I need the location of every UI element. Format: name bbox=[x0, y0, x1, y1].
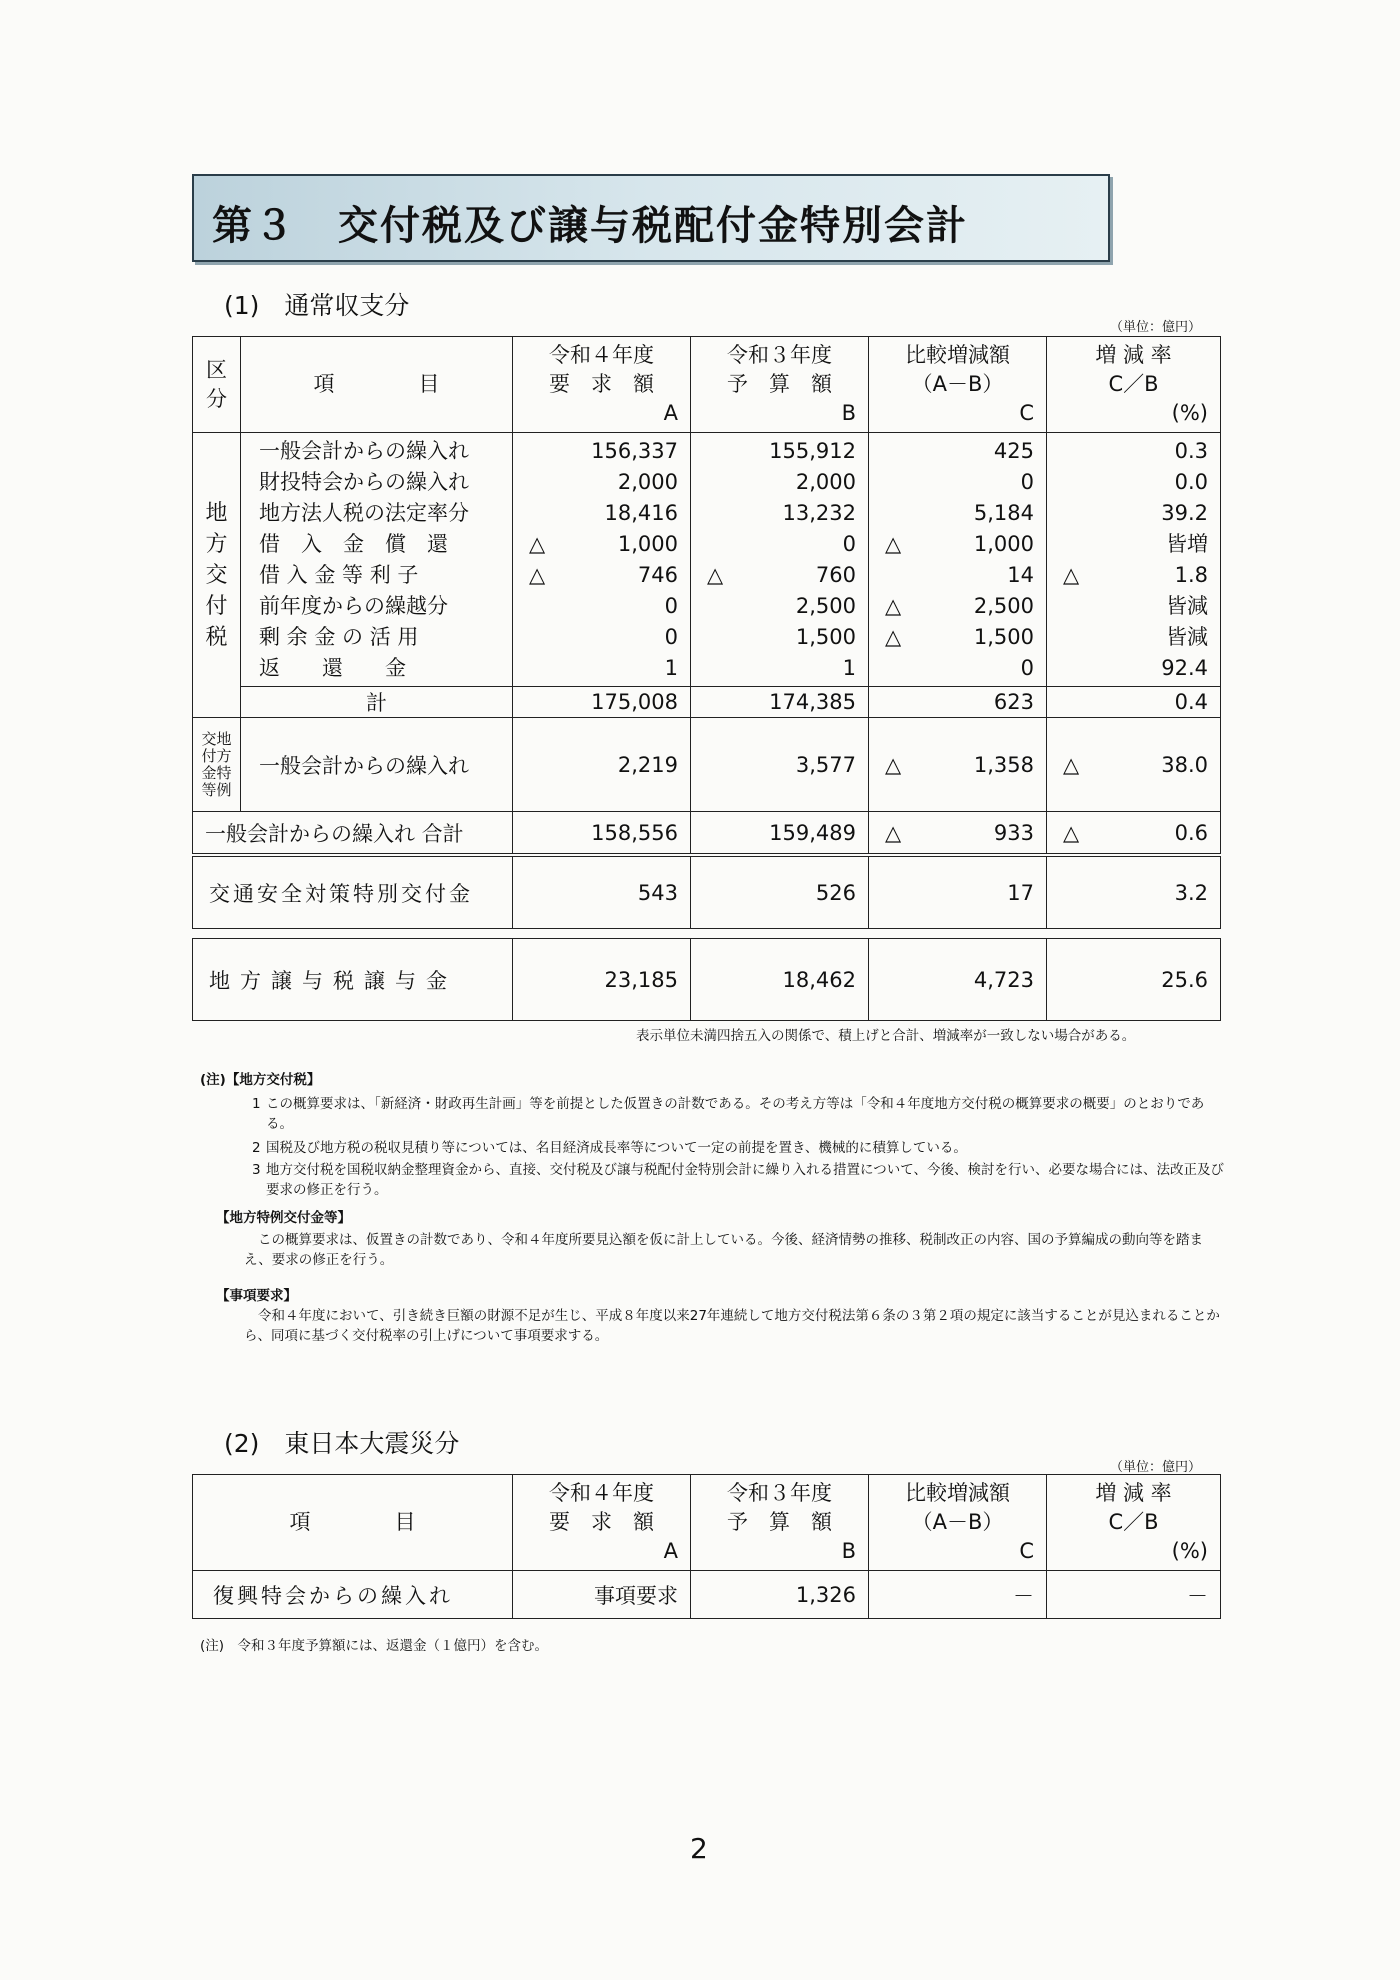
traffic-d: 3.2 bbox=[1047, 857, 1221, 929]
section2-row bbox=[193, 1571, 1221, 1619]
section1-unit: （単位：億円） bbox=[1110, 320, 1202, 335]
table-row: 剰 余 金 の 活 用 bbox=[259, 624, 419, 649]
table-row: 借 入 金 等 利 子 bbox=[259, 562, 419, 587]
traffic-a: 543 bbox=[513, 857, 691, 929]
group2-label: 交地 付方 金特 等例 bbox=[193, 718, 241, 812]
section2-d: － bbox=[1047, 1571, 1221, 1619]
section2-note: (注) 令和３年度予算額には、返還金（１億円）を含む。 bbox=[200, 1638, 549, 1654]
group1-total-row bbox=[193, 687, 1221, 718]
general-total-label: 一般会計からの繰入れ 合計 bbox=[193, 812, 513, 854]
main-table bbox=[192, 336, 1221, 854]
note-3: 地方交付税を国税収納金整理資金から、直接、交付税及び譲与税配付金特別会計に繰り入れる措置について、今後、検討を行い、必要な場合には、法改正及び要求の修正を行う。 bbox=[266, 1162, 1224, 1198]
section2-header-col-c: 比較増減額 （A－B） C bbox=[869, 1475, 1047, 1571]
section2-unit: （単位：億円） bbox=[1110, 1460, 1202, 1475]
transfer-b: 18,462 bbox=[691, 939, 869, 1021]
group2-c: △ 1,358 bbox=[869, 718, 1047, 812]
section1-heading: (1) 通常収支分 bbox=[224, 291, 410, 320]
section2-header-row bbox=[193, 1475, 1221, 1571]
section2-header-col-a: 令和４年度 要 求 額 A bbox=[513, 1475, 691, 1571]
note-1: この概算要求は、「新経済・財政再生計画」等を前提とした仮置きの計数である。その考え方等は「令和４年度地方交付税の概算要求の概要」のとおりである。 bbox=[266, 1096, 1205, 1132]
general-total-row bbox=[193, 812, 1221, 854]
section2-header-item: 項 目 bbox=[193, 1475, 513, 1571]
table-row: 借 入 金 償 還 bbox=[259, 531, 448, 556]
group2-a: 2,219 bbox=[513, 718, 691, 812]
rounding-note: 表示単位未満四捨五入の関係で、積上げと合計、増減率が一致しない場合がある。 bbox=[636, 1028, 1136, 1044]
transfer-row bbox=[193, 939, 1221, 1021]
traffic-row bbox=[193, 857, 1221, 929]
note-label-special-grant: 【地方特例交付金等】 bbox=[216, 1210, 351, 1226]
general-total-b: 159,489 bbox=[691, 812, 869, 854]
group1-total-b: 174,385 bbox=[691, 687, 869, 718]
transfer-table bbox=[192, 938, 1221, 1021]
group1-col-b: 155,912 2,000 13,232 0 △ 760 2,500 1,500 1 bbox=[691, 433, 869, 687]
note-label-matter-request: 【事項要求】 bbox=[216, 1288, 297, 1304]
header-kubun: 区 分 bbox=[193, 337, 241, 433]
section2-b: 1,326 bbox=[691, 1571, 869, 1619]
table-row: 一般会計からの繰入れ bbox=[259, 438, 469, 463]
header-item: 項 目 bbox=[241, 337, 513, 433]
header-col-d: 増 減 率 C／B (%) bbox=[1047, 337, 1221, 433]
header-col-c: 比較増減額 （A－B） C bbox=[869, 337, 1047, 433]
header-col-a: 令和４年度 要 求 額 A bbox=[513, 337, 691, 433]
section2-heading: (2) 東日本大震災分 bbox=[224, 1429, 460, 1458]
group1-total-c: 623 bbox=[869, 687, 1047, 718]
table-row: 前年度からの繰越分 bbox=[259, 593, 448, 618]
group1-total-label: 計 bbox=[241, 687, 513, 718]
section2-c: － bbox=[869, 1571, 1047, 1619]
section2-header-col-d: 増 減 率 C／B (%) bbox=[1047, 1475, 1221, 1571]
note-1-num: 1 bbox=[252, 1096, 261, 1112]
group1-items bbox=[241, 433, 513, 687]
header-col-b: 令和３年度 予 算 額 B bbox=[691, 337, 869, 433]
note-3-num: 3 bbox=[252, 1162, 261, 1178]
note-4: この概算要求は、仮置きの計数であり、令和４年度所要見込額を仮に計上している。今後、経済情勢の推移、税制改正の内容、国の予算編成の動向等を踏まえ、要求の修正を行う。 bbox=[244, 1232, 1203, 1268]
table-row: 財投特会からの繰入れ bbox=[259, 469, 469, 494]
group1-total-d: 0.4 bbox=[1047, 687, 1221, 718]
note-2-num: 2 bbox=[252, 1140, 261, 1156]
section2-header-col-b: 令和３年度 予 算 額 B bbox=[691, 1475, 869, 1571]
table-row: 地方法人税の法定率分 bbox=[259, 500, 469, 525]
group1-col-a: 156,337 2,000 18,416 △ 1,000 △ 746 0 0 1 bbox=[513, 433, 691, 687]
traffic-c: 17 bbox=[869, 857, 1047, 929]
group1-label: 地 方 交 付 税 bbox=[193, 433, 241, 718]
transfer-d: 25.6 bbox=[1047, 939, 1221, 1021]
transfer-item: 地方譲与税譲与金 bbox=[193, 939, 513, 1021]
group1-total-a: 175,008 bbox=[513, 687, 691, 718]
group2-row bbox=[193, 718, 1221, 812]
note-2: 国税及び地方税の税収見積り等については、名目経済成長率等について一定の前提を置き、機械的に積算している。 bbox=[266, 1140, 967, 1156]
table-row: 返 還 金 bbox=[259, 655, 406, 680]
page-number: 2 bbox=[690, 1832, 708, 1865]
traffic-b: 526 bbox=[691, 857, 869, 929]
section2-table bbox=[192, 1474, 1221, 1619]
transfer-a: 23,185 bbox=[513, 939, 691, 1021]
section2-a: 事項要求 bbox=[513, 1571, 691, 1619]
transfer-c: 4,723 bbox=[869, 939, 1047, 1021]
header-row bbox=[193, 337, 1221, 433]
section2-item: 復興特会からの繰入れ bbox=[193, 1571, 513, 1619]
general-total-d: △ 0.6 bbox=[1047, 812, 1221, 854]
general-total-a: 158,556 bbox=[513, 812, 691, 854]
general-total-c: △ 933 bbox=[869, 812, 1047, 854]
group1-col-c: 425 0 5,184 △ 1,000 14 △ 2,500 △ 1,500 0 bbox=[869, 433, 1047, 687]
note-5: 令和４年度において、引き続き巨額の財源不足が生じ、平成８年度以来27年連続して地方交付税法第６条の３第２項の規定に該当することが見込まれることから、同項に基づく交付税率の引上げについて事項要求する。 bbox=[244, 1308, 1220, 1344]
group2-d: △ 38.0 bbox=[1047, 718, 1221, 812]
note-label-local-tax: (注)【地方交付税】 bbox=[200, 1072, 321, 1088]
group2-item: 一般会計からの繰入れ bbox=[241, 718, 513, 812]
group1-col-d: 0.3 0.0 39.2 皆増 △ 1.8 皆減 皆減 92.4 bbox=[1047, 433, 1221, 687]
group1-rows bbox=[193, 433, 1221, 687]
traffic-table bbox=[192, 856, 1221, 929]
section-title-box bbox=[192, 174, 1110, 262]
group2-b: 3,577 bbox=[691, 718, 869, 812]
page-title: 第３ 交付税及び譲与税配付金特別会計 bbox=[212, 203, 968, 249]
traffic-item: 交通安全対策特別交付金 bbox=[193, 857, 513, 929]
